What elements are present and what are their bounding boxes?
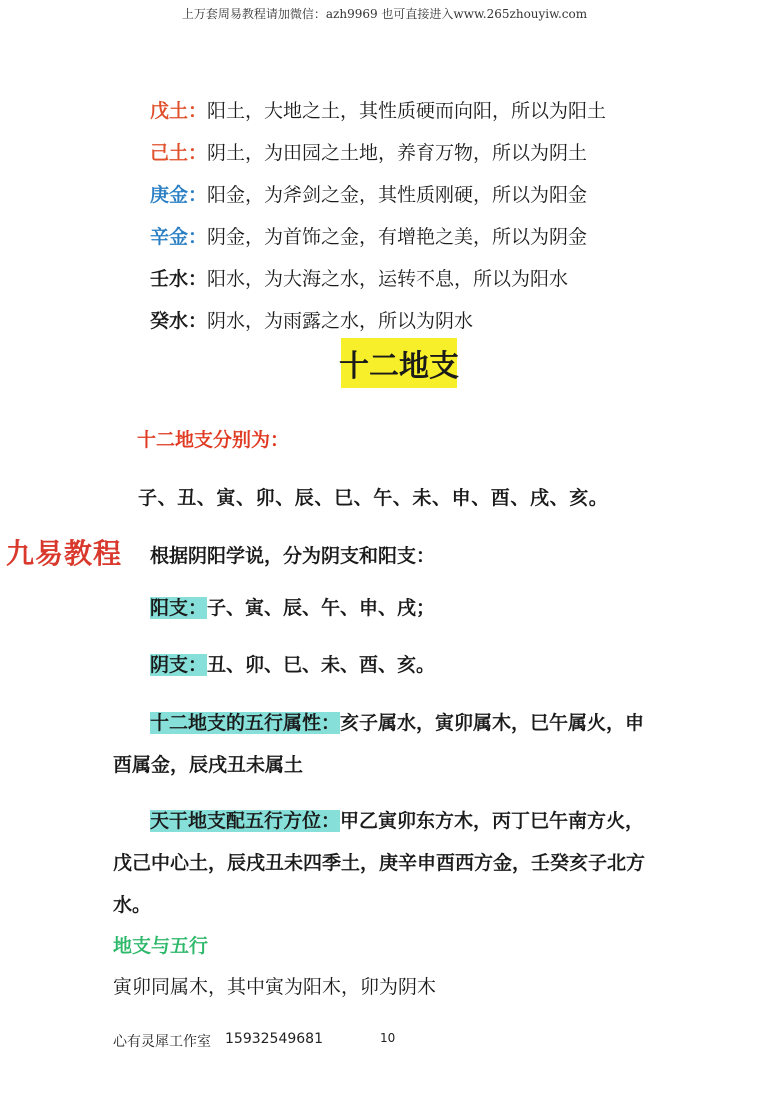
stem-line [150, 96, 606, 123]
yin-text: 丑、卯、巳、未、酉、亥。 [207, 654, 436, 676]
stem-line [150, 180, 587, 207]
yang-branches [150, 593, 435, 620]
page-number: 10 [380, 1031, 396, 1045]
yin-label: 阴支： [150, 654, 208, 676]
stem-line [150, 138, 587, 165]
stem-description: 阳金，为斧剑之金，其性质刚硬，所以为阳金 [207, 184, 588, 206]
direction-label: 天干地支配五行方位： [150, 810, 341, 832]
direction-line2: 戊己中心土，辰戌丑未四季土，庚辛申酉西方金，壬癸亥子北方 [113, 852, 646, 874]
stem-description: 阳土，大地之土，其性质硬而向阳，所以为阳土 [207, 100, 607, 122]
stem-description: 阳水，为大海之水，运转不息，所以为阳水 [207, 268, 569, 290]
stem-line [150, 306, 473, 333]
logo-text: 九易教程 [6, 537, 123, 570]
wuxing-attr-text1: 亥子属水，寅卯属木，巳午属火，申 [340, 712, 645, 734]
branches-list: 子、丑、寅、卯、辰、巳、午、未、申、酉、戌、亥。 [138, 487, 609, 509]
stem-line [150, 264, 568, 291]
stem-description: 阴土，为田园之土地，养育万物，所以为阴土 [207, 142, 588, 164]
stem-term: 戊土： [150, 100, 208, 122]
section-title: 十二地支 [341, 338, 457, 388]
wuxing-attr-line1 [150, 708, 644, 735]
stem-term: 辛金： [150, 226, 208, 248]
stem-term: 庚金： [150, 184, 208, 206]
yang-label: 阳支： [150, 597, 208, 619]
direction-line1 [150, 806, 644, 833]
yin-yang-intro: 根据阴阳学说，分为阴支和阳支： [150, 545, 436, 567]
footer-studio: 心有灵犀工作室 [113, 1034, 211, 1050]
stem-term: 癸水： [150, 310, 208, 332]
wuxing-attr-label: 十二地支的五行属性： [150, 712, 341, 734]
yang-text: 子、寅、辰、午、申、戌； [207, 597, 436, 619]
stem-line [150, 222, 587, 249]
stem-term: 壬水： [150, 268, 208, 290]
stem-term: 己土： [150, 142, 208, 164]
stem-description: 阴水，为雨露之水，所以为阴水 [207, 310, 474, 332]
header-note: 上万套周易教程请加微信：azh9969 也可直接进入www.265zhouyiw.com [181, 7, 588, 21]
green-heading: 地支与五行 [113, 935, 209, 957]
wuxing-attr-line2: 酉属金，辰戌丑未属土 [113, 754, 304, 776]
direction-text1: 甲乙寅卯东方木，丙丁巳午南方火， [340, 810, 645, 832]
branches-heading: 十二地支分别为： [137, 429, 290, 451]
stem-description: 阴金，为首饰之金，有增艳之美，所以为阴金 [207, 226, 588, 248]
last-line: 寅卯同属木，其中寅为阳木，卯为阴木 [113, 976, 437, 998]
footer-phone: 15932549681 [225, 1031, 323, 1047]
yin-branches [150, 650, 435, 677]
direction-line3: 水。 [113, 894, 152, 916]
